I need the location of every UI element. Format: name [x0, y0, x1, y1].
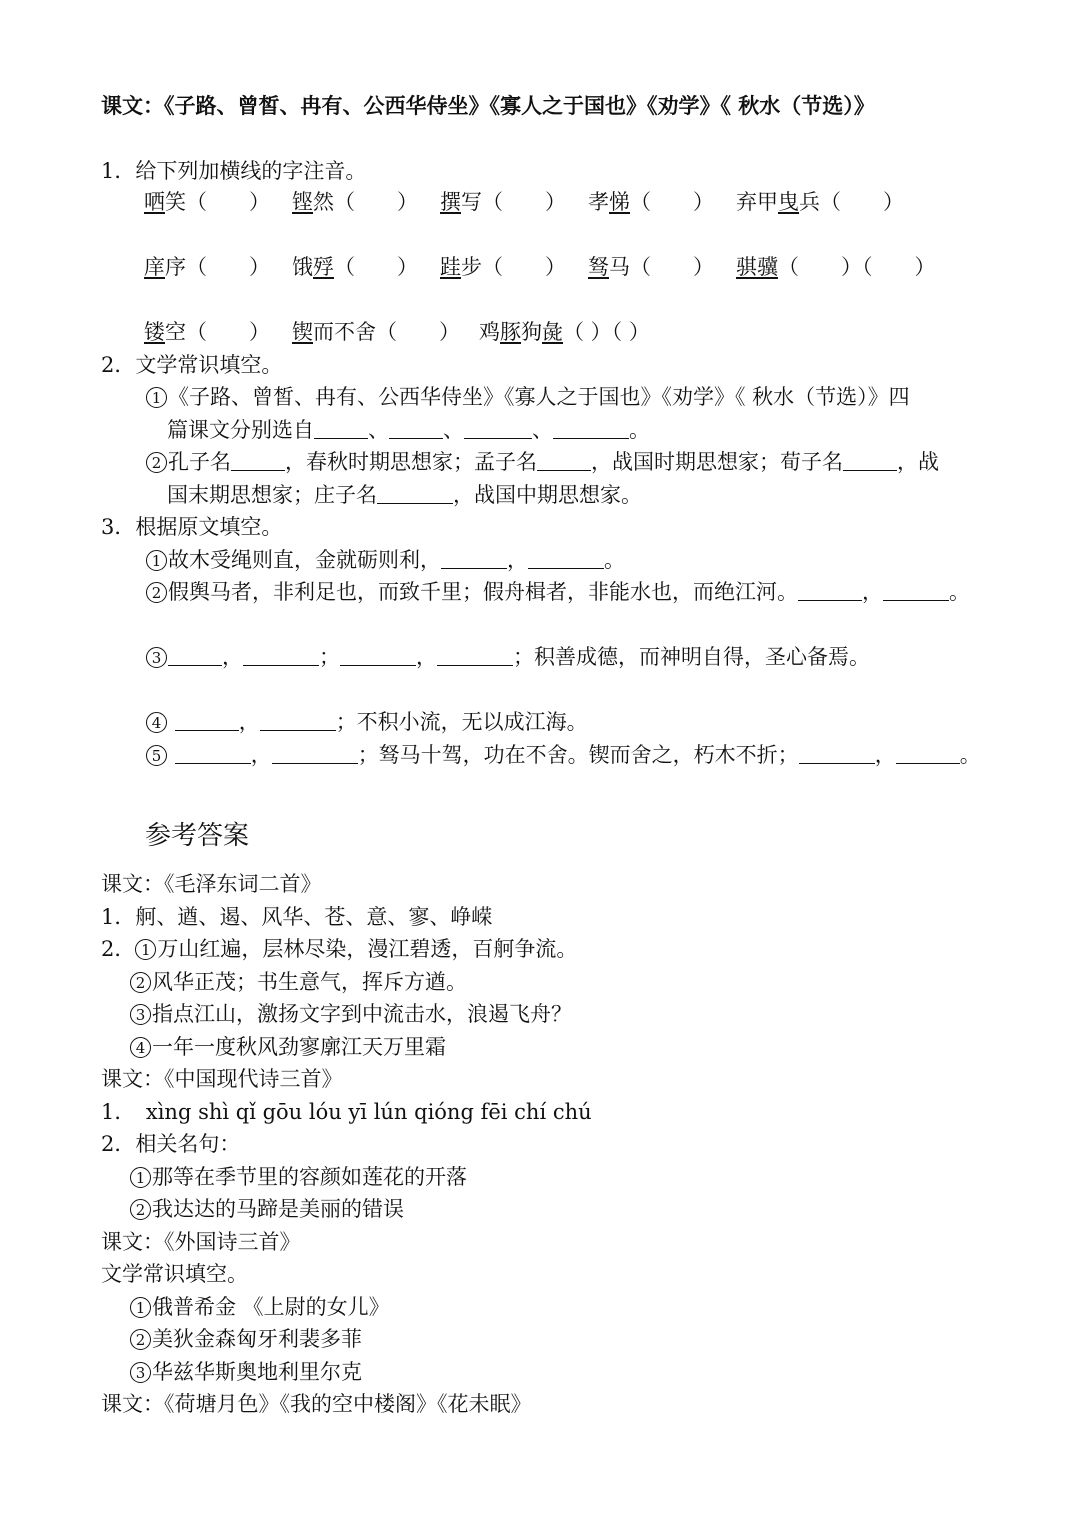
q1-prompt: 1．给下列加横线的字注音。	[101, 159, 367, 183]
circle-number: 1	[146, 387, 167, 408]
q3-item-4: 4 ， ；不积小流，无以成江海。	[146, 708, 588, 736]
q1-item: 跬步（ ）	[440, 255, 566, 279]
answer-blank[interactable]	[377, 483, 453, 504]
q1-item: 镂空（ ）	[144, 320, 270, 344]
circle-number: 2	[130, 1329, 151, 1350]
q3-item-1: 1 故木受绳则直，金就砺则利， ， 。	[146, 546, 625, 574]
answer-line: 1 那等在季节里的容颜如莲花的开落	[130, 1163, 467, 1191]
answer-line: 2． 1 万山红遍，层林尽染，漫江碧透，百舸争流。	[101, 937, 578, 961]
answer-blank[interactable]	[340, 645, 416, 666]
q1-item: 骐骥（ ）（ ）	[736, 255, 936, 279]
answer-blank[interactable]	[175, 743, 251, 764]
q1-item: 孝悌（ ）	[588, 190, 714, 214]
answer-blank[interactable]	[260, 710, 336, 731]
q1-item: 庠序（ ）	[144, 255, 270, 279]
q1-item: 哂笑（ ）	[144, 190, 270, 214]
answer-blank[interactable]	[799, 743, 875, 764]
circle-number: 4	[146, 712, 167, 733]
circle-number: 2	[130, 972, 151, 993]
circle-number: 3	[146, 647, 167, 668]
circle-number: 1	[130, 1167, 151, 1188]
answer-line: 1 俄普希金 《上尉的女儿》	[130, 1293, 390, 1321]
circle-number: 3	[130, 1004, 151, 1025]
answer-line: 2 风华正茂；书生意气，挥斥方遒。	[130, 968, 467, 996]
answer-blank[interactable]	[437, 645, 513, 666]
q3-prompt: 3．根据原文填空。	[101, 515, 283, 539]
answer-blank[interactable]	[798, 580, 862, 601]
answer-blank[interactable]	[441, 548, 507, 569]
circle-number: 2	[146, 582, 167, 603]
circle-number: 2	[130, 1199, 151, 1220]
answer-line: 3 指点江山，激扬文字到中流击水，浪遏飞舟？	[130, 1000, 572, 1028]
circle-number: 1	[130, 1297, 151, 1318]
q3-item-5: 5 ， ；驽马十驾，功在不舍。锲而舍之，朽木不折； ， 。	[146, 741, 981, 769]
answer-blank[interactable]	[883, 580, 949, 601]
answer-line: 课文：《外国诗三首》	[101, 1230, 301, 1254]
q1-item: 饿殍（ ）	[292, 255, 418, 279]
answer-blank[interactable]	[175, 710, 239, 731]
answer-line: 3 华兹华斯奥地利里尔克	[130, 1358, 362, 1386]
answer-blank[interactable]	[843, 450, 897, 471]
q2-item-1: 1 《子路、曾皙、冉有、公西华侍坐》《寡人之于国也》《劝学》《 秋水（节选）》四	[146, 383, 910, 411]
q1-item: 锲而不舍（ ）	[292, 320, 460, 344]
q3-item-3: 3 ， ； ， ；积善成德，而神明自得，圣心备焉。	[146, 643, 870, 671]
answer-blank[interactable]	[231, 450, 285, 471]
answer-blank[interactable]	[896, 743, 960, 764]
q1-item: 撰写（ ）	[440, 190, 566, 214]
answer-blank[interactable]	[272, 743, 358, 764]
answer-line: 课文：《中国现代诗三首》	[101, 1067, 343, 1091]
answer-line: 4 一年一度秋风劲寥廓江天万里霜	[130, 1033, 446, 1061]
answer-blank[interactable]	[243, 645, 319, 666]
q1-item: 铿然（ ）	[292, 190, 418, 214]
circle-number: 2	[146, 452, 167, 473]
answer-line: 1． xìng shì qǐ gōu lóu yī lún qióng fēi chí chú	[101, 1100, 592, 1124]
answer-line: 1．舸、遒、遏、风华、苍、意、寥、峥嵘	[101, 905, 493, 929]
q2-item-2-cont: 国末期思想家；庄子名 ，战国中期思想家。	[167, 483, 642, 507]
q1-item: 驽马（ ）	[588, 255, 714, 279]
answers-heading: 参考答案	[145, 821, 250, 851]
answer-blank[interactable]	[464, 418, 532, 439]
answer-line: 2 美狄金森匈牙利裴多菲	[130, 1325, 362, 1353]
answer-line: 2 我达达的马蹄是美丽的错误	[130, 1195, 404, 1223]
q1-item: 鸡豚狗彘（ ）（ ）	[479, 320, 650, 344]
q2-item-2: 2 孔子名 ，春秋时期思想家；孟子名 ，战国时期思想家；荀子名 ，战	[146, 448, 939, 476]
answer-blank[interactable]	[553, 418, 629, 439]
q1-item: 弃甲曳兵（ ）	[736, 190, 904, 214]
answer-line: 课文：《毛泽东词二首》	[101, 872, 322, 896]
answer-blank[interactable]	[168, 645, 222, 666]
q3-item-2: 2 假舆马者，非利足也，而致千里；假舟楫者，非能水也，而绝江河。 ， 。	[146, 578, 970, 606]
circle-number: 1	[146, 550, 167, 571]
answer-line: 文学常识填空。	[101, 1262, 248, 1286]
circle-number: 5	[146, 745, 167, 766]
answer-blank[interactable]	[389, 418, 443, 439]
answer-blank[interactable]	[537, 450, 591, 471]
answer-line: 课文：《荷塘月色》《我的空中楼阁》《花未眠》	[101, 1392, 532, 1416]
circle-number: 1	[135, 939, 156, 960]
answer-blank[interactable]	[528, 548, 604, 569]
answer-line: 2．相关名句：	[101, 1132, 241, 1156]
page-title: 课文：《子路、曾皙、冉有、公西华侍坐》《寡人之于国也》《劝学》《 秋水（节选）》	[101, 93, 875, 118]
circle-number: 4	[130, 1037, 151, 1058]
q2-prompt: 2．文学常识填空。	[101, 353, 283, 377]
answer-blank[interactable]	[314, 418, 368, 439]
q2-item-1-cont: 篇课文分别选自 、 、 、 。	[167, 418, 650, 442]
circle-number: 3	[130, 1362, 151, 1383]
